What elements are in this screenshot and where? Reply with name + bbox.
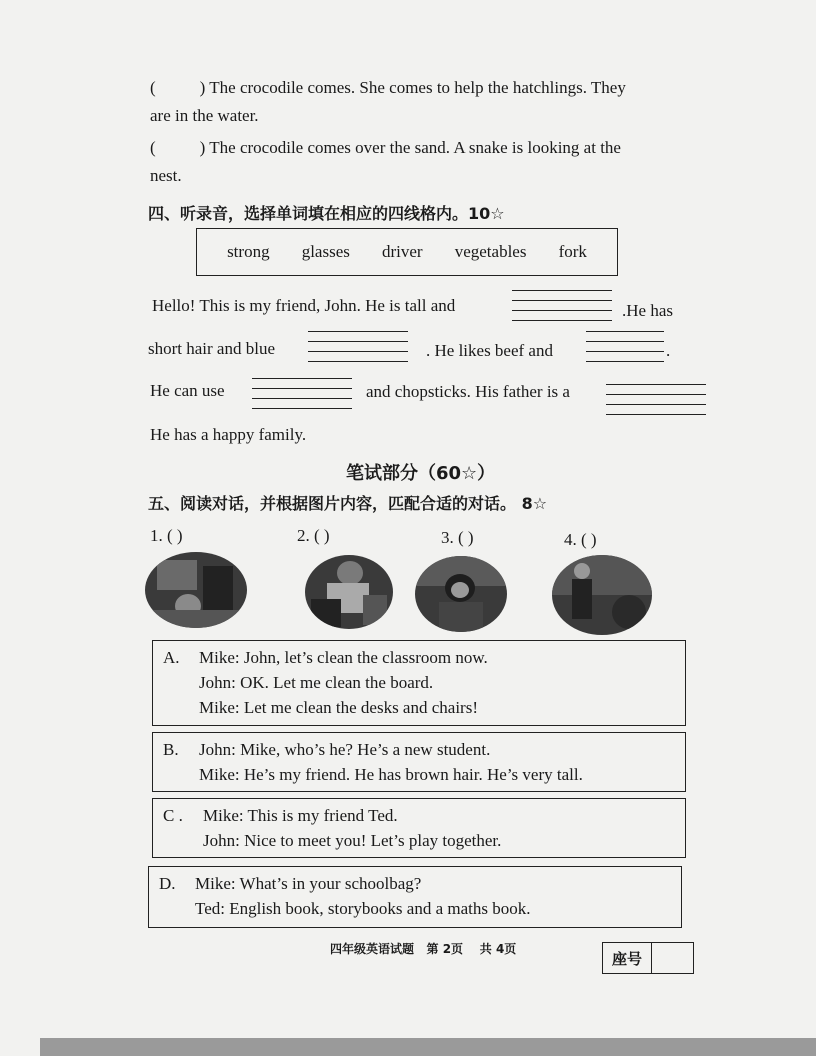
written-part-heading: 笔试部分（60☆） [346, 463, 496, 484]
choice-item-2-text: The crocodile comes over the sand. A snake is looking at the [209, 138, 621, 157]
dialogue-letter: B. [163, 740, 179, 759]
dialogue-line: Mike: John, let’s clean the classroom now. [199, 648, 488, 667]
page-footer: 四年级英语试题 第 2页 共 4页 [330, 942, 517, 956]
match-item-4: 4. ( ) [564, 530, 597, 549]
four-line-blank-1[interactable] [512, 290, 612, 324]
four-line-blank-4[interactable] [252, 378, 352, 412]
four-line-blank-3[interactable] [586, 331, 664, 365]
choice-item-2-line-2: nest. [150, 166, 182, 185]
section-4-heading: 四、听录音，选择单词填在相应的四线格内。10☆ [148, 204, 505, 223]
dialogue-box-d [148, 866, 682, 928]
picture-1-cleaning [145, 552, 247, 628]
word-bank-item: vegetables [454, 242, 527, 261]
passage-line-2-middle: . He likes beef and [426, 341, 553, 360]
picture-2-schoolbag [305, 555, 393, 629]
dialogue-letter: A. [163, 648, 180, 667]
dialogue-line: John: OK. Let me clean the board. [199, 673, 434, 692]
choice-item-1-line-1 [150, 78, 626, 98]
passage-line-1-text: Hello! This is my friend, John. He is tall and [152, 296, 456, 315]
passage-line-4-text: He has a happy family. [150, 425, 307, 444]
match-item-1: 1. ( ) [150, 526, 183, 545]
word-bank-box [196, 228, 618, 276]
choice-item-1-text: The crocodile comes. She comes to help the hatchlings. They [209, 78, 626, 97]
seat-number-field[interactable] [652, 943, 693, 973]
four-line-blank-2[interactable] [308, 331, 408, 365]
answer-bracket-open: ( [150, 138, 156, 157]
answer-bracket-close: ) [199, 78, 206, 97]
section-5-heading: 五、阅读对话，并根据图片内容，匹配合适的对话。 8☆ [148, 494, 548, 513]
passage-line-2-text: short hair and blue [148, 339, 275, 358]
dialogue-box-a [152, 640, 686, 726]
picture-4-new-student [552, 555, 652, 635]
dialogue-line: Mike: Let me clean the desks and chairs! [199, 698, 478, 717]
dialogue-box-b [152, 732, 686, 792]
dialogue-box-c [152, 798, 686, 858]
dialogue-line: Mike: What’s in your schoolbag? [195, 874, 422, 893]
passage-line-3-middle: and chopsticks. His father is a [366, 382, 570, 401]
dialogue-line: Ted: English book, storybooks and a maths book. [195, 899, 531, 918]
word-bank-item: glasses [301, 242, 350, 261]
passage-line-3-text: He can use [150, 381, 225, 400]
passage-line-1-tail: .He has [622, 301, 673, 320]
four-line-blank-5[interactable] [606, 384, 706, 418]
choice-item-2-line-1 [150, 138, 621, 158]
page-bottom-edge [40, 1038, 816, 1056]
seat-label: 座号 [603, 943, 652, 973]
dialogue-line: Mike: He’s my friend. He has brown hair. He’s very tall. [199, 765, 583, 784]
word-bank-item: fork [558, 242, 587, 261]
answer-bracket-open: ( [150, 78, 156, 97]
dialogue-letter: D. [159, 874, 176, 893]
picture-3-friends [415, 556, 507, 632]
seat-number-box [602, 942, 694, 974]
word-bank-item: strong [227, 242, 270, 261]
match-item-3: 3. ( ) [441, 528, 474, 547]
dialogue-line: John: Mike, who’s he? He’s a new student. [199, 740, 491, 759]
dialogue-letter: C . [163, 806, 183, 825]
dialogue-line: Mike: This is my friend Ted. [203, 806, 398, 825]
word-bank-item: driver [381, 242, 423, 261]
match-item-2: 2. ( ) [297, 526, 330, 545]
dialogue-line: John: Nice to meet you! Let’s play together. [203, 831, 502, 850]
answer-bracket-close: ) [199, 138, 206, 157]
choice-item-1-line-2: are in the water. [150, 106, 259, 125]
passage-line-2-tail: . [666, 341, 671, 360]
